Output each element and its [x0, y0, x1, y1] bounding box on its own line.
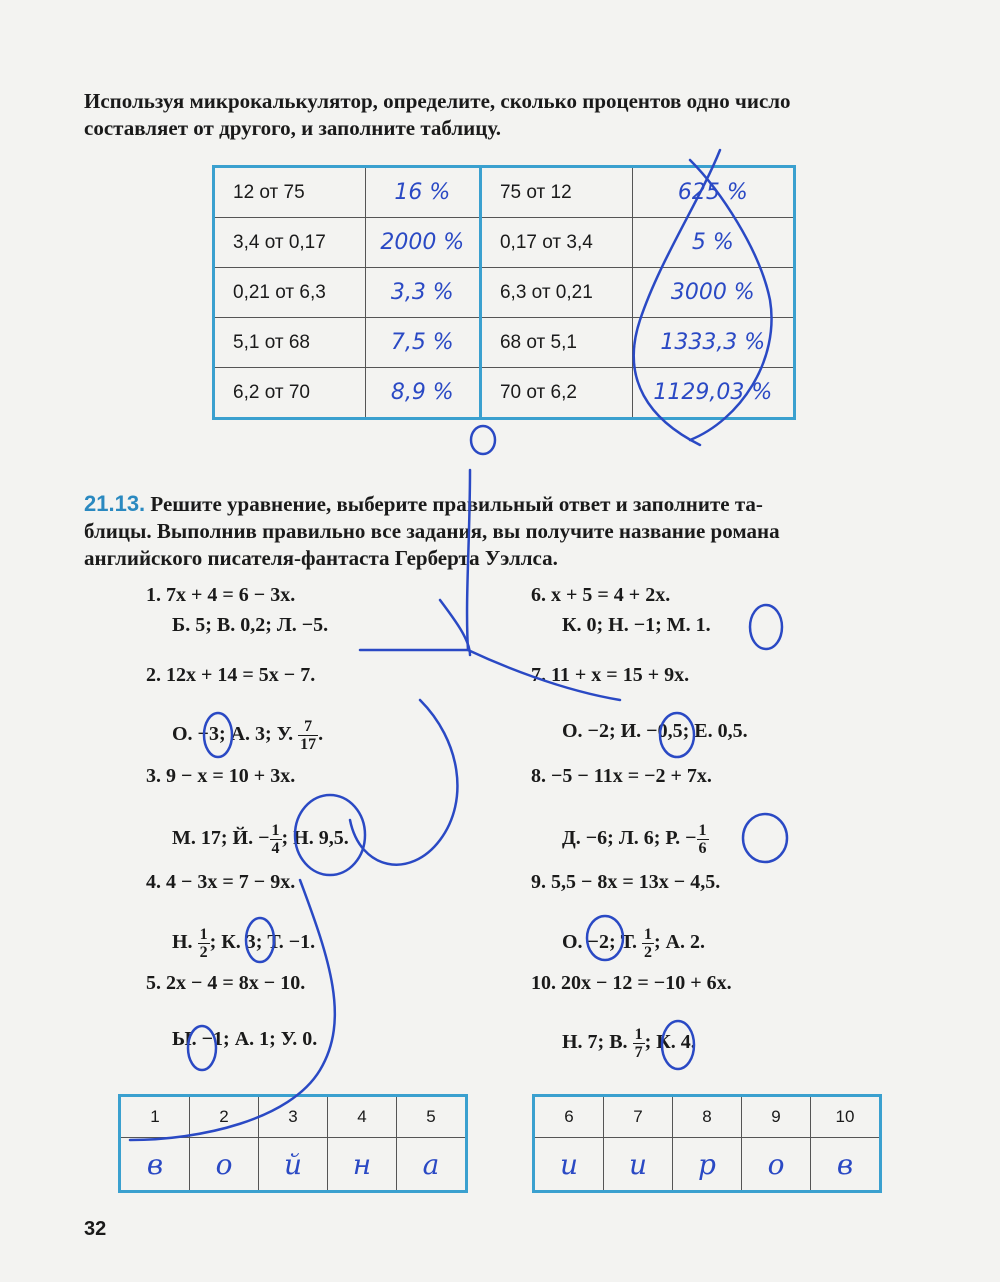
answer-letter-cell[interactable]: и	[534, 1138, 604, 1192]
answer-letter-cell[interactable]: в	[811, 1138, 881, 1192]
answer-column-number: 6	[534, 1096, 604, 1138]
equation-3: 3. 9 − x = 10 + 3x.	[146, 765, 296, 787]
intro-line-2: составляет от другого, и заполните таблицу.	[84, 116, 502, 140]
answer-column-number: 7	[604, 1096, 673, 1138]
answer-column-number: 8	[673, 1096, 742, 1138]
intro-line-1: Используя микрокалькулятор, определите, сколько процентов одно число	[84, 89, 791, 113]
question-cell: 70 от 6,2	[480, 368, 632, 419]
options-1: Б. 5; В. 0,2; Л. −5.	[172, 614, 329, 636]
pen-circle	[743, 814, 787, 862]
options-7: О. −2; И. −0,5; Е. 0,5.	[562, 720, 748, 742]
options-3-text-b: ; Н. 9,5.	[281, 827, 349, 850]
equation-5: 5. 2x − 4 = 8x − 10.	[146, 972, 306, 994]
answer-table-right	[532, 1094, 882, 1193]
pen-circle	[471, 426, 495, 454]
percent-row	[214, 218, 795, 268]
equation-6: 6. x + 5 = 4 + 2x.	[531, 584, 671, 606]
fraction	[198, 926, 210, 961]
percent-row	[214, 167, 795, 218]
equation-9: 9. 5,5 − 8x = 13x − 4,5.	[531, 871, 721, 893]
answer-cell: 7,5 %	[365, 318, 480, 368]
question-cell: 6,3 от 0,21	[480, 268, 632, 318]
options-10-text-a: Н. 7; В.	[562, 1031, 628, 1054]
options-5: Ы. −1; А. 1; У. 0.	[172, 1028, 318, 1050]
fraction	[633, 1026, 645, 1061]
task-number: 21.13.	[84, 491, 146, 516]
question-cell: 0,21 от 6,3	[214, 268, 366, 318]
answer-cell: 3,3 %	[365, 268, 480, 318]
question-cell: 3,4 от 0,17	[214, 218, 366, 268]
answer-column-number: 3	[259, 1096, 328, 1138]
fraction	[270, 822, 282, 857]
answer-letter-cell[interactable]: н	[328, 1138, 397, 1192]
denominator: 7	[634, 1044, 643, 1061]
answer-letter-cell[interactable]: й	[259, 1138, 328, 1192]
fraction	[298, 718, 318, 753]
options-10-text-b: ; К. 4.	[644, 1031, 696, 1054]
numerator: 1	[634, 1026, 643, 1043]
denominator: 17	[300, 736, 317, 753]
denominator: 4	[271, 840, 280, 857]
answer-cell: 625 %	[632, 167, 794, 218]
question-cell: 12 от 75	[214, 167, 366, 218]
numerator: 1	[271, 822, 280, 839]
pen-circle	[750, 605, 782, 649]
pen-stroke	[350, 700, 457, 865]
answer-table-left	[118, 1094, 468, 1193]
question-cell: 75 от 12	[480, 167, 632, 218]
options-9-text-b: ; А. 2.	[653, 931, 706, 954]
answer-cell: 16 %	[365, 167, 480, 218]
answer-letter-cell[interactable]: и	[604, 1138, 673, 1192]
pen-stroke	[440, 600, 470, 655]
percent-table	[212, 165, 796, 420]
answer-letter-cell[interactable]: в	[120, 1138, 190, 1192]
options-2: О. −3; А. 3; У. $\frac{7}{17}$ .	[172, 718, 324, 753]
options-10	[562, 1026, 696, 1061]
question-cell: 68 от 5,1	[480, 318, 632, 368]
numerator: 1	[199, 926, 208, 943]
numerator: 1	[698, 822, 707, 839]
numerator: 1	[643, 926, 652, 943]
denominator: 2	[199, 944, 208, 961]
answer-cell: 1129,03 %	[632, 368, 794, 419]
task-heading	[84, 490, 944, 572]
numerator: 7	[298, 718, 318, 736]
answer-letter-cell[interactable]: о	[190, 1138, 259, 1192]
options-3	[172, 822, 349, 857]
equation-8: 8. −5 − 11x = −2 + 7x.	[531, 765, 712, 787]
options-6: К. 0; Н. −1; М. 1.	[562, 614, 711, 636]
answer-letter-cell[interactable]: р	[673, 1138, 742, 1192]
task-line-3: английского писателя-фантаста Герберта Уэллса.	[84, 546, 558, 570]
options-9	[562, 926, 705, 961]
question-cell: 5,1 от 68	[214, 318, 366, 368]
equation-10: 10. 20x − 12 = −10 + 6x.	[531, 972, 732, 994]
options-3-text-a: М. 17; Й. −	[172, 827, 270, 850]
denominator: 6	[698, 840, 707, 857]
answer-column-number: 2	[190, 1096, 259, 1138]
answer-column-number: 9	[742, 1096, 811, 1138]
answer-cell: 5 %	[632, 218, 794, 268]
equation-1: 1. 7x + 4 = 6 − 3x.	[146, 584, 296, 606]
answer-cell: 1333,3 %	[632, 318, 794, 368]
answer-cell: 3000 %	[632, 268, 794, 318]
answer-column-number: 1	[120, 1096, 190, 1138]
answer-cell: 2000 %	[365, 218, 480, 268]
page-number: 32	[84, 1218, 107, 1240]
options-8	[562, 822, 709, 857]
options-4-text-a: Н.	[172, 931, 193, 954]
answer-column-number: 10	[811, 1096, 881, 1138]
answer-column-number: 4	[328, 1096, 397, 1138]
answer-letter-cell[interactable]: а	[397, 1138, 467, 1192]
question-cell: 0,17 от 3,4	[480, 218, 632, 268]
question-cell: 6,2 от 70	[214, 368, 366, 419]
denominator: 2	[643, 944, 652, 961]
answer-cell: 8,9 %	[365, 368, 480, 419]
answer-column-number: 5	[397, 1096, 467, 1138]
fraction	[697, 822, 709, 857]
fraction	[642, 926, 654, 961]
equation-2: 2. 12x + 14 = 5x − 7.	[146, 664, 316, 686]
equation-7: 7. 11 + x = 15 + 9x.	[531, 664, 690, 686]
options-8-text: Д. −6; Л. 6; Р. −	[562, 827, 697, 850]
equation-4: 4. 4 − 3x = 7 − 9x.	[146, 871, 296, 893]
percent-row	[214, 318, 795, 368]
options-4-text-b: ; К. 3; Т. −1.	[209, 931, 316, 954]
options-9-text-a: О. −2; Т.	[562, 931, 637, 954]
options-4	[172, 926, 315, 961]
percent-row	[214, 268, 795, 318]
task-line-1: Решите уравнение, выберите правильный ответ и заполните та-	[150, 492, 763, 516]
task-line-2: блицы. Выполнив правильно все задания, вы получите название романа	[84, 519, 780, 543]
percent-row	[214, 368, 795, 419]
intro-text	[84, 88, 944, 142]
answer-letter-cell[interactable]: о	[742, 1138, 811, 1192]
options-2-text: О. −3; А. 3; У.	[172, 723, 294, 746]
